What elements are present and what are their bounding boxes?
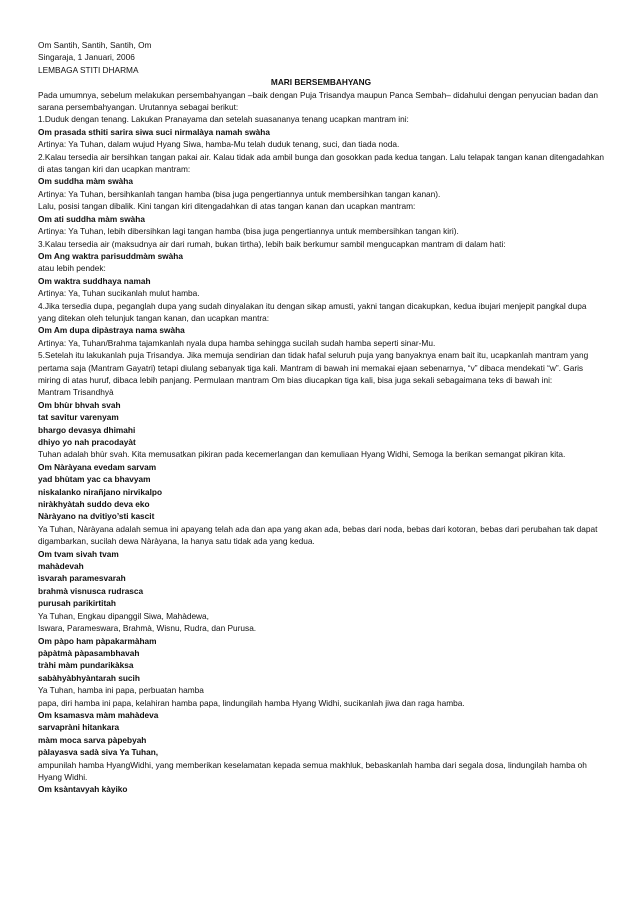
mantram-line: sabàhyàbhyàntarah sucih: [38, 672, 140, 683]
mantram-line: Om tvam sivah tvam: [38, 548, 119, 559]
text-line: 3.Kalau tersedia air (maksudnya air dari rumah, bukan tirtha), lebih baik berkumur sambil mengucapkan mantram di dalam hati:: [38, 238, 506, 249]
text-line: Om Santih, Santih, Santih, Om: [38, 40, 152, 50]
text-line: LEMBAGA STITI DHARMA: [38, 64, 139, 75]
text-line: Pada umumnya, sebelum melakukan persembahyangan –baik dengan Puja Trisandya maupun Panca Sembah– didahului dengan penyucian badan dan sarana persembahyangan. Urutannya sebagai berikut:: [38, 89, 598, 113]
mantram-line: Nàràyano na dvitiyo’sti kascit: [38, 511, 155, 522]
mantram-line: mahàdevah: [38, 561, 84, 572]
text-line: 2.Kalau tersedia air bersihkan tangan pakai air. Kalau tidak ada ambil bunga dan gosokkan pada kedua tangan. Lalu telapak tangan kanan ditengadahkan di atas tangan kiri dan ucapkan mantram:: [38, 151, 604, 175]
text-line: 5.Setelah itu lakukanlah puja Trisandya. Jika memuja sendirian dan tidak hafal seluruh puja yang banyaknya enam bait itu, ucapkanlah mantram yang pertama saja (Mantram Gayatri) tetapi diulang sebanyak tiga kali. Mantram di bawah ini memakai ejaan sebenarnya, “v” dibaca mendekati “w”. Garis miring di atas huruf, dibaca lebih panjang. Permulaan mantram Om bias diucapkan tiga kali, bisa juga sekali sebagaimana teks di bawah ini:: [38, 350, 589, 385]
mantram-line: niràkhyàtah suddo deva eko: [38, 499, 150, 510]
mantram-line: Om waktra suddhaya namah: [38, 275, 151, 286]
mantram-line: Om ksamasva màm mahàdeva: [38, 709, 159, 720]
mantram-line: pàlayasva sadà siva Ya Tuhan,: [38, 747, 159, 758]
text-line: 1.Duduk dengan tenang. Lakukan Pranayama dan setelah suasananya tenang ucapkan mantram ini:: [38, 114, 409, 125]
mantram-line: dhiyo yo nah pracodayàt: [38, 437, 136, 447]
mantram-line: Om pàpo ham pàpakarmàham: [38, 635, 157, 646]
mantram-line: yad bhùtam yac ca bhavyam: [38, 474, 151, 485]
mantram-line: Om ksàntavyah kàyiko: [38, 784, 128, 795]
mantram-line: Om ati suddha màm swàha: [38, 213, 145, 224]
text-line: Artinya: Ya Tuhan, lebih dibersihkan lagi tangan hamba (bisa juga pengertiannya untuk membersihkan tangan kiri).: [38, 226, 459, 237]
document-title: MARI BERSEMBAHYANG: [270, 77, 372, 88]
mantram-line: pàpàtmà pàpasambhavah: [38, 647, 140, 658]
text-line: Lalu, posisi tangan dibalik. Kini tangan kiri ditengadahkan di atas tangan kanan dan ucapkan mantram:: [38, 201, 416, 212]
mantram-line: màm moca sarva pàpebyah: [38, 734, 147, 745]
text-line: Tuhan adalah bhùr svah. Kita memusatkan pikiran pada kecemerlangan dan kemuliaan Hyang Widhi, Semoga Ia berikan semangat pikiran kita.: [38, 449, 566, 460]
text-line: 4.Jika tersedia dupa, peganglah dupa yang sudah dinyalakan itu dengan sikap amusti, yakni tangan dicakupkan, kedua ibujari menjepit pangkal dupa yang ditekan oleh telunjuk tangan kanan, dan ucapkan mantra:: [38, 300, 587, 323]
text-line: Ya Tuhan, Engkau dipanggil Siwa, Mahàdewa,: [38, 610, 209, 621]
text-line: papa, diri hamba ini papa, kelahiran hamba papa, lindungilah hamba Hyang Widhi, sucikanlah jiwa dan raga hamba.: [38, 697, 465, 708]
text-line: Artinya: Ya, Tuhan sucikanlah mulut hamba.: [38, 288, 200, 299]
text-line: Artinya: Ya Tuhan, bersihkanlah tangan hamba (bisa juga pengertiannya untuk membersihkan tangan kanan).: [38, 188, 441, 199]
text-line: Ya Tuhan, hamba ini papa, perbuatan hamba: [38, 685, 204, 696]
mantram-line: Om Am dupa dipàstraya nama swàha: [38, 325, 185, 336]
mantram-line: ìsvarah paramesvarah: [38, 573, 126, 584]
text-line: Artinya: Ya, Tuhan/Brahma tajamkanlah nyala dupa hamba sehingga sucilah sudah hamba seperti sinar-Mu.: [38, 337, 436, 348]
mantram-line: Om Nàràyana evedam sarvam: [38, 461, 157, 472]
text-line: atau lebih pendek:: [38, 263, 106, 274]
text-line: Mantram Trisandhyà: [38, 387, 114, 398]
mantram-line: bhargo devasya dhimahi: [38, 424, 136, 435]
mantram-line: brahmà visnusca rudrasca: [38, 585, 144, 596]
text-line: Iswara, Parameswara, Brahmà, Wisnu, Rudra, dan Purusa.: [38, 623, 257, 634]
mantram-line: Om suddha màm swàha: [38, 176, 133, 187]
mantram-line: Om prasada sthiti sarira siwa suci nirmalàya namah swàha: [38, 126, 270, 137]
text-line: Ya Tuhan, Nàràyana adalah semua ini apayang telah ada dan apa yang akan ada, bebas dari noda, bebas dari kotoran, bebas dari perubahan tak dapat digambarkan, sucilah dewa Nàràyana, Ia hanya satu tidak ada yang kedua.: [38, 523, 598, 547]
mantram-line: purusah parikirtitah: [38, 598, 116, 609]
text-line: Singaraja, 1 Januari, 2006: [38, 52, 135, 63]
mantram-line: tat savitur varenyam: [38, 412, 119, 423]
text-line: ampunilah hamba HyangWidhi, yang memberikan keselamatan kepada semua makhluk, bebaskanlah hamba dari segala dosa, lindungilah hamba oh Hyang Widhi.: [38, 759, 587, 782]
mantram-line: tràhi màm pundarikàksa: [38, 660, 134, 671]
mantram-line: Om bhùr bhvah svah: [38, 399, 121, 410]
mantram-line: Om Ang waktra parisuddmàm swàha: [38, 250, 183, 261]
document-body: [38, 39, 604, 796]
text-line: Artinya: Ya Tuhan, dalam wujud Hyang Siwa, hamba-Mu telah duduk tenang, suci, dan tiada noda.: [38, 139, 400, 150]
mantram-line: sarvapràni hitankara: [38, 722, 120, 733]
mantram-line: niskalanko nirañjano nirvikalpo: [38, 486, 163, 497]
